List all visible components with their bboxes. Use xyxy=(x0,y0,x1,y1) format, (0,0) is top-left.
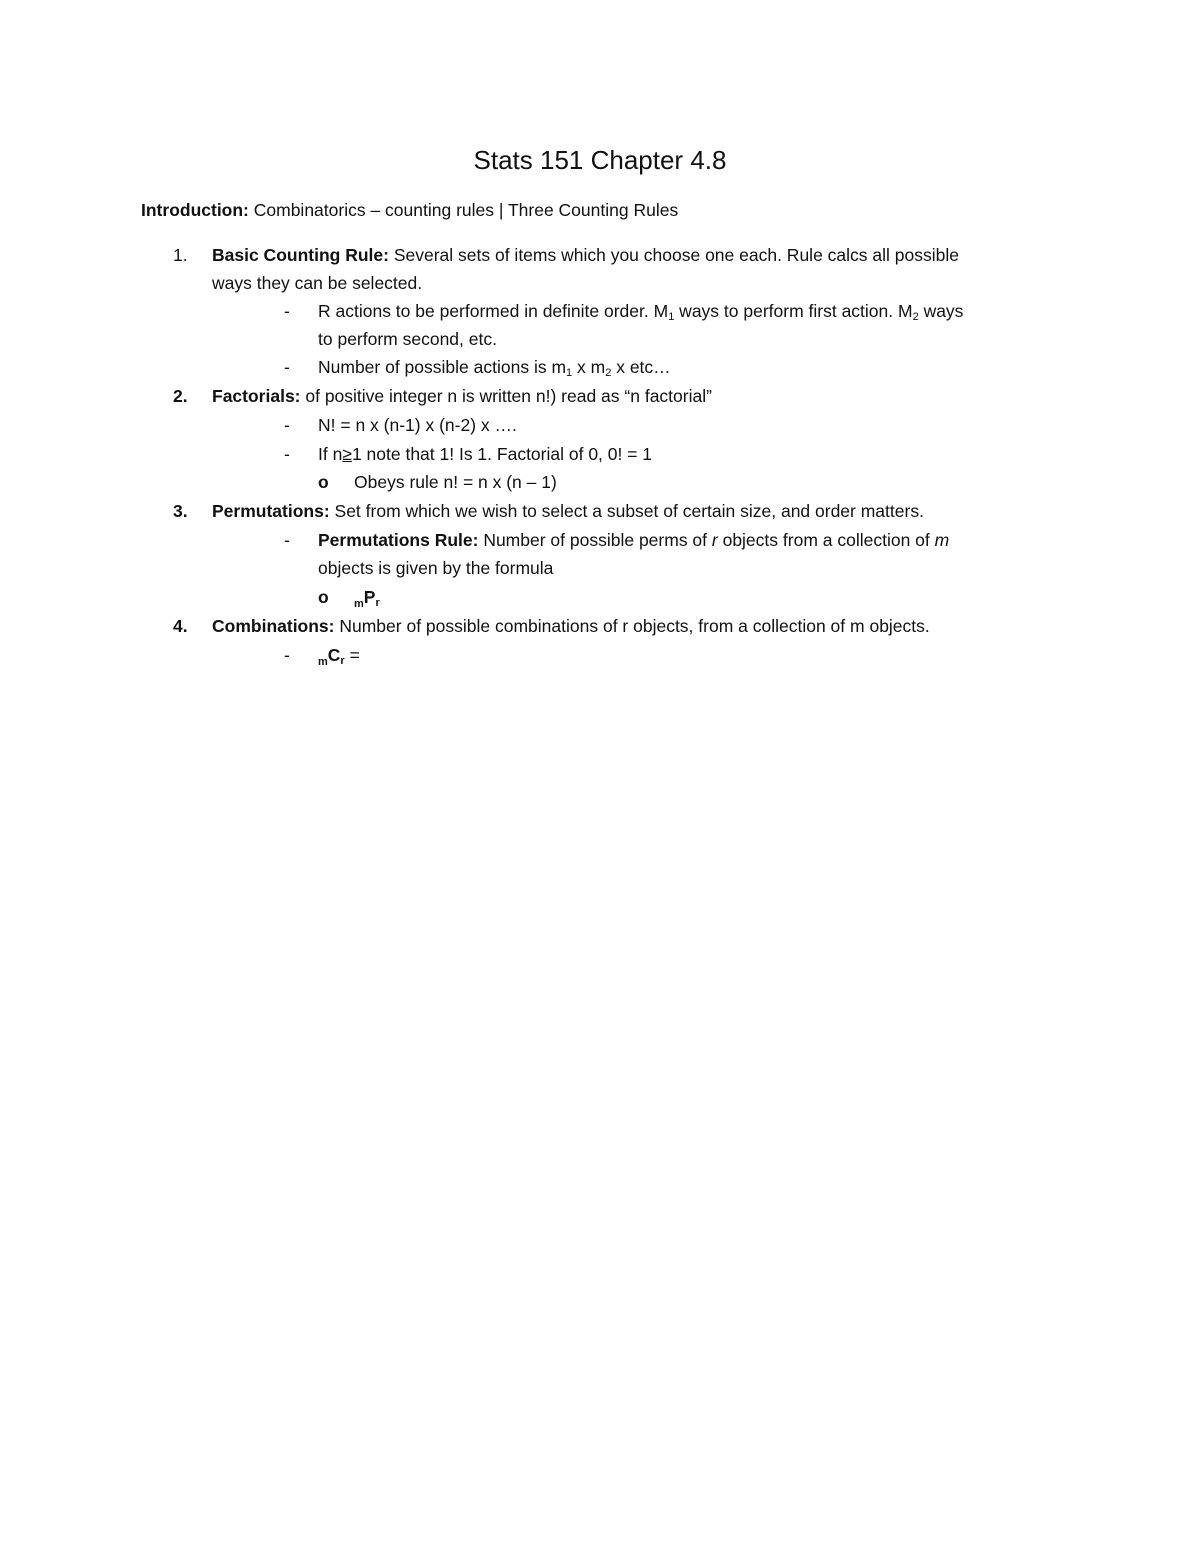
item-4-number: 4. xyxy=(173,616,188,636)
notation-symbol: P xyxy=(363,587,376,607)
item-1-text: Several sets of items which you choose one each. Rule calcs all possible xyxy=(388,245,959,265)
bullet-text: Number of possible actions is m xyxy=(318,357,567,377)
italic-var: m xyxy=(934,530,950,550)
sub-bullet-mark: o xyxy=(318,472,329,492)
bullet-dash: - xyxy=(284,415,290,435)
bullet-text: x m xyxy=(572,357,606,377)
item-1-label: Basic Counting Rule: xyxy=(212,245,389,265)
bullet-text: If n xyxy=(318,444,343,464)
notation-symbol: C xyxy=(327,645,341,665)
item-3-number: 3. xyxy=(173,501,188,521)
permutation-notation xyxy=(354,586,380,608)
bullet-text: 1 note that 1! Is 1. Factorial of 0, 0! = 1 xyxy=(351,444,653,464)
subscript: 1 xyxy=(668,311,675,323)
bullet-dash: - xyxy=(284,530,290,550)
sub-bullet-mark: o xyxy=(318,587,329,607)
item-2-label: Factorials: xyxy=(212,386,301,406)
subscript: r xyxy=(375,597,380,609)
bullet-dash: - xyxy=(284,301,290,321)
bullet-dash: - xyxy=(284,645,290,665)
intro-line xyxy=(141,199,678,221)
intro-text: Combinatorics – counting rules | Three Counting Rules xyxy=(248,200,679,220)
item-2-bullet-1: N! = n x (n-1) x (n-2) x …. xyxy=(318,415,517,435)
italic-var: r xyxy=(711,530,718,550)
intro-label: Introduction: xyxy=(141,200,249,220)
bullet-text: Number of possible perms of xyxy=(478,530,712,550)
bullet-dash: - xyxy=(284,357,290,377)
subscript: 1 xyxy=(566,367,573,379)
equals-sign: = xyxy=(344,645,360,665)
bullet-dash: - xyxy=(284,444,290,464)
item-1-line xyxy=(212,244,959,266)
presubscript: m xyxy=(318,656,328,668)
item-3-bullet-1 xyxy=(318,529,949,551)
item-1-bullet-2 xyxy=(318,356,671,378)
subscript: 2 xyxy=(605,367,612,379)
item-3-bullet-1-line-2: objects is given by the formula xyxy=(318,558,554,578)
bullet-text: x etc… xyxy=(611,357,671,377)
subscript: 2 xyxy=(912,311,919,323)
item-3-text: Set from which we wish to select a subset of certain size, and order matters. xyxy=(329,501,924,521)
bullet-label: Permutations Rule: xyxy=(318,530,479,550)
presubscript: m xyxy=(354,598,364,610)
item-3-label: Permutations: xyxy=(212,501,330,521)
item-2-sub-bullet: Obeys rule n! = n x (n – 1) xyxy=(354,472,557,492)
bullet-text: objects from a collection of xyxy=(717,530,935,550)
item-2-line xyxy=(212,385,712,407)
subscript: r xyxy=(340,655,345,667)
ge-symbol: ≥ xyxy=(342,444,352,464)
combination-notation xyxy=(318,644,360,666)
item-2-bullet-2 xyxy=(318,443,652,465)
bullet-text: R actions to be performed in definite order. M xyxy=(318,301,669,321)
item-4-label: Combinations: xyxy=(212,616,335,636)
item-4-line xyxy=(212,615,930,637)
item-2-text: of positive integer n is written n!) read as “n factorial” xyxy=(300,386,712,406)
item-1-line-2: ways they can be selected. xyxy=(212,273,423,293)
item-1-bullet-1-line-2: to perform second, etc. xyxy=(318,329,497,349)
item-1-bullet-1 xyxy=(318,300,963,322)
item-3-line xyxy=(212,500,924,522)
item-1-number: 1. xyxy=(173,245,188,265)
item-2-number: 2. xyxy=(173,386,188,406)
item-4-text: Number of possible combinations of r objects, from a collection of m objects. xyxy=(334,616,930,636)
bullet-text: ways xyxy=(918,301,964,321)
bullet-text: ways to perform first action. M xyxy=(674,301,913,321)
page-title: Stats 151 Chapter 4.8 xyxy=(473,145,727,175)
